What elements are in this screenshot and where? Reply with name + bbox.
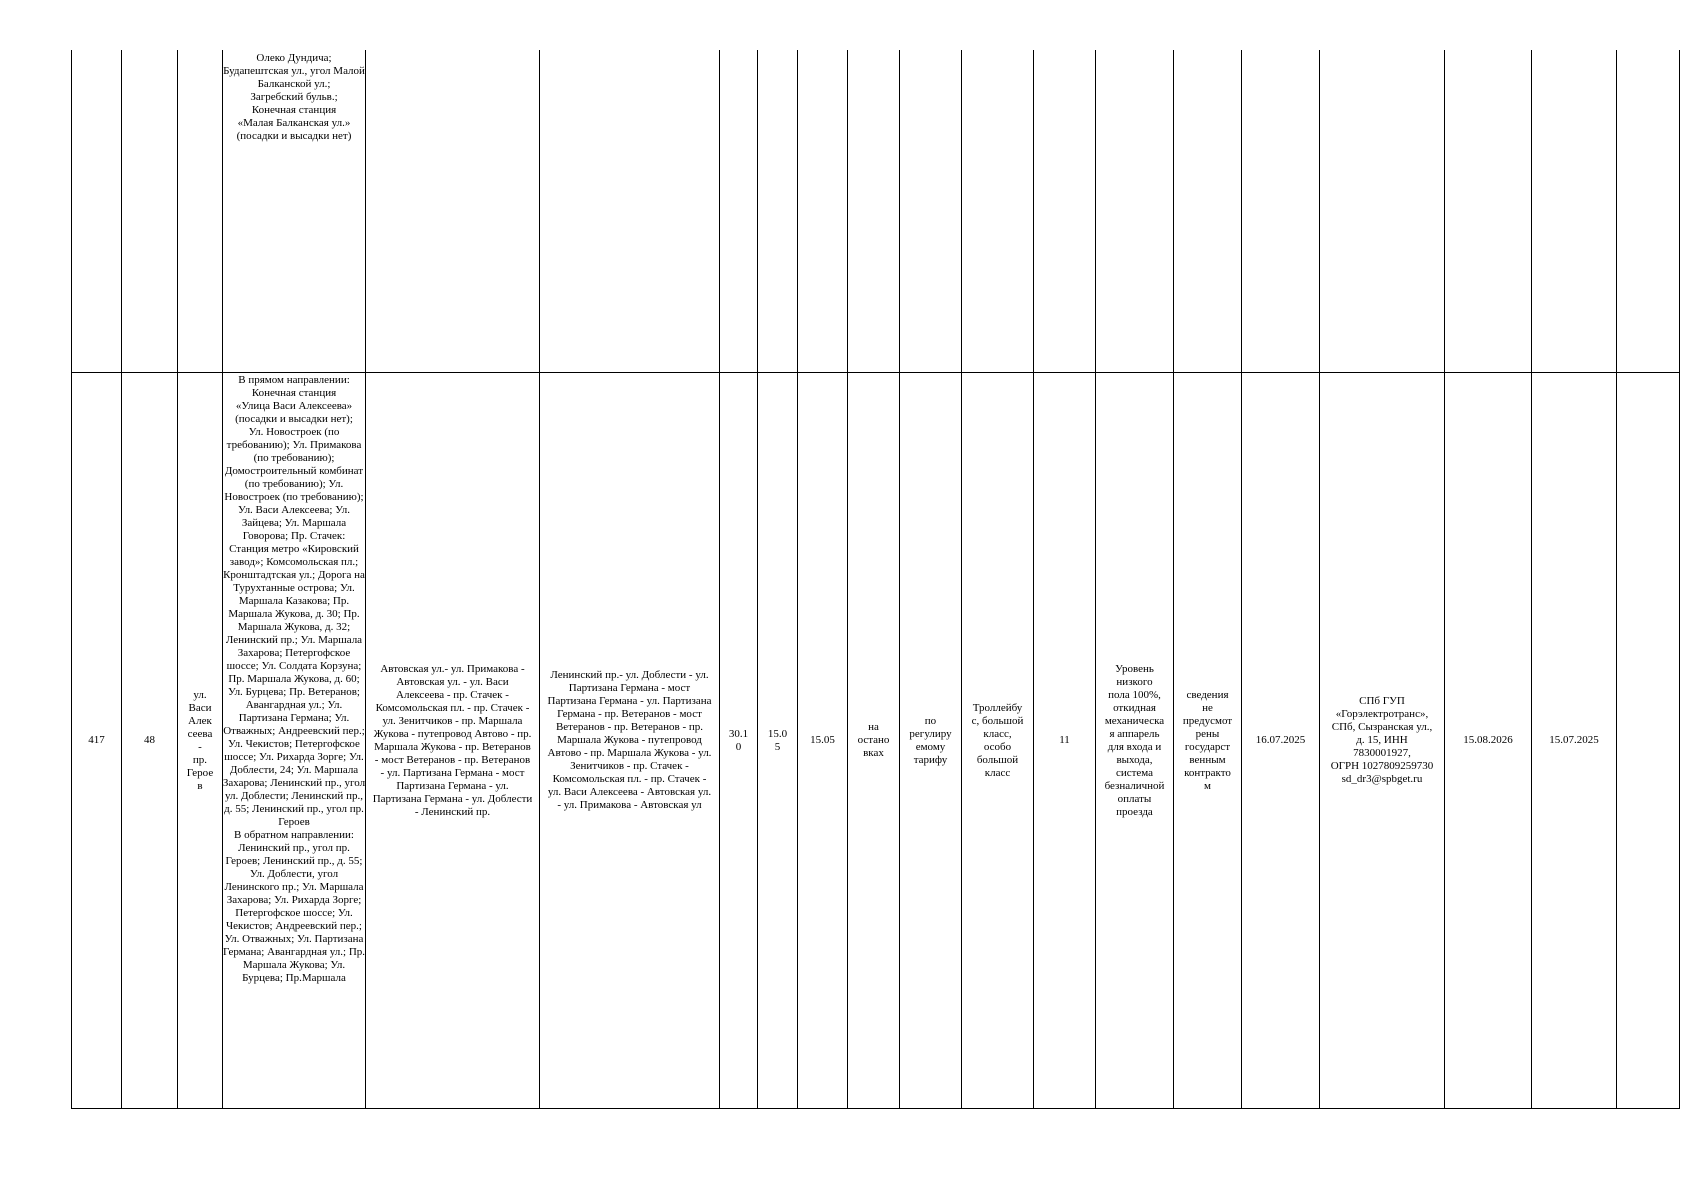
- reverse-route-text: Ленинский пр.- ул. Доблести - ул. Партизана Германа - мост Партизана Германа - ул. Партизана Германа - пр. Ветеранов - мост Ветеранов - пр. Ветеранов - пр. Маршала Жукова - путепровод Автово - пр. Маршала Жукова - ул. Зенитчиков - пр. Стачек - Комсомольская пл. - пр. Стачек - ул. Васи Алексеева - Автовская ул. - ул. Примакова - Автовская ул: [547, 669, 712, 811]
- intermediate-stops-cell: В прямом направлении: Конечная станция «Улица Васи Алексеева» (посадки и высадки нет); Ул. Новостроек (по требованию); Ул. Примакова (по требованию); Домостроительный комбинат (по требованию); Ул. Новостроек (по требованию); Ул. Васи Алексеева; Ул. Зайцева; Ул. Маршала Говорова; Пр. Стачек: Станция метро «Кировский завод»; Комсомольская пл.; Кронштадтская ул.; Дорога на Турухтанные острова; Ул. Маршала Казакова; Пр. Маршала Жукова, д. 30; Пр. Маршала Жукова, д. 32; Ленинский пр.; Ул. Маршала Захарова; Петергофское шоссе; Ул. Солдата Корзуна; Пр. Маршала Жукова, д. 60; Ул. Бурцева; Пр. Ветеранов; Авангардная ул.; Ул. Партизана Германа; Ул. Отважных; Андреевский пер.; Ул. Чекистов; Петергофское шоссе; Ул. Рихарда Зорге; Ул. Доблести, 24; Ул. Маршала Захарова; Ленинский пр., угол ул. Доблести; Ленинский пр., д. 55; Ленинский пр., угол пр. Героев В обратном направлении: Ленинский пр., угол пр. Героев; Ленинский пр., д. 55; Ул. Доблести, угол Ленинского пр.; Ул. Маршала Захарова; Ул. Рихарда Зорге; Петергофское шоссе; Ул. Чекистов; Андреевский пер.; Ул. Отважных; Ул. Партизана Германа; Авангардная ул.; Пр. Маршала Жукова; Ул. Бурцева; Пр.Маршала: [222, 374, 366, 984]
- carrier-cell: СПб ГУП «Горэлектротранс», СПб, Сызранская ул., д. 15, ИНН 7830001927, ОГРН 1027809259730 sd_dr3@spbget.ru: [1330, 695, 1434, 785]
- length-reverse-cell: 15.05: [810, 734, 835, 746]
- length-forward-cell: 15.0 5: [767, 727, 788, 753]
- contract-info-cell: сведения не предусмот рены государст венным контракто м: [1182, 688, 1233, 792]
- reverse-route-cell: [540, 373, 719, 1108]
- fare-type-cell: по регулиру емому тарифу: [909, 714, 952, 766]
- vehicle-type-cell: Троллейбу с, большой класс, особо большой класс: [971, 701, 1024, 779]
- start-date-cell: 16.07.2025: [1255, 734, 1306, 746]
- change-date-cell: 15.07.2025: [1549, 734, 1599, 746]
- registry-number-cell: 417: [88, 734, 105, 746]
- vehicle-count-cell: 11: [1059, 734, 1070, 746]
- last-column-cell: [1617, 373, 1679, 1108]
- forward-route-text: Автовская ул.- ул. Примакова - Автовская ул. - ул. Васи Алексеева - пр. Стачек - Комсомольская пл. - пр. Стачек - ул. Зенитчиков - пр. Маршала Жукова - путепровод Автово - пр. Маршала Жукова - пр. Ветеранов - мост Ветеранов - пр. Ветеранов - ул. Партизана Германа - мост Партизана Германа - ул. Партизана Германа - ул. Доблести - Ленинский пр.: [372, 662, 533, 818]
- grid-line: [1679, 50, 1680, 1108]
- length-total-cell: 30.1 0: [728, 727, 749, 753]
- forward-route-cell: [366, 373, 539, 1108]
- vehicle-features-cell: Уровень низкого пола 100%, откидная механическа я аппарель для входа и выхода, система безналичной оплаты проезда: [1104, 662, 1165, 818]
- end-date-cell: 15.08.2026: [1463, 734, 1513, 746]
- route-name-cell: ул. Васи Алек сеева - пр. Герое в: [186, 688, 214, 792]
- stop-procedure-cell: на остано вках: [857, 721, 890, 759]
- route-number-cell: 48: [144, 734, 155, 746]
- continuation-stops-text: Олеко Дундича; Будапештская ул., угол Малой Балканской ул.; Загребский бульв.; Конечная станция «Малая Балканская ул.» (посадки и высадки нет): [223, 52, 365, 142]
